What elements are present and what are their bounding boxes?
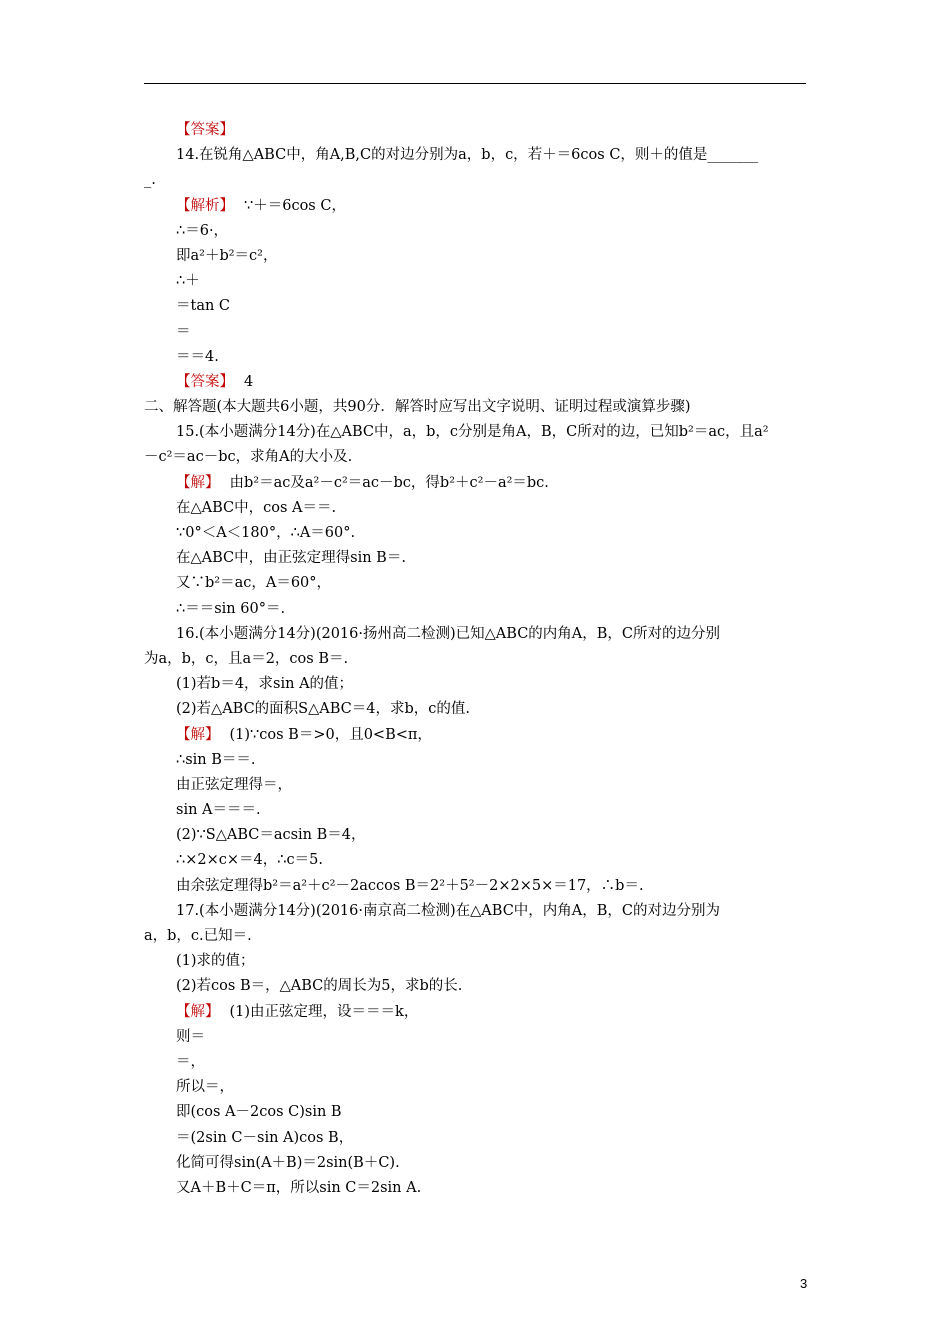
text-line: ＝， [176,1053,205,1070]
question-16-line: 16.(本小题满分14分)(2016·扬州高二检测)已知△ABC的内角A，B，C所对的边分别 [176,625,721,642]
question-15-line: 15.(本小题满分14分)在△ABC中，a，b，c分别是角A，B，C所对的边，已知b²＝ac，且a² [176,424,769,441]
text-line: ∵0°＜A＜180°，∴A＝60°. [176,525,356,541]
text-line: ＝＝4. [176,348,219,365]
question-17-line: a，b，c.已知＝. [144,928,252,944]
text-line: ＝ [176,323,191,340]
question-15-line: －c²＝ac－bc，求角A的大小及. [144,449,353,466]
text-line: (2)若cos B＝，△ABC的周长为5，求b的长. [176,978,463,995]
text-line: 在△ABC中，由正弦定理得sin B＝. [176,550,406,567]
solution-line: 【解】 由b²＝ac及a²－c²＝ac－bc，得b²＋c²－a²＝bc. [176,474,549,491]
text-line: ＝(2sin C－sin A)cos B， [176,1129,354,1146]
solution-line: 【解】 (1)由正弦定理，设＝＝＝k， [176,1003,419,1020]
text-line: 化简可得sin(A＋B)＝2sin(B＋C). [176,1154,400,1171]
text-line: 即(cos A－2cos C)sin B [176,1104,342,1121]
solution-line: 【解】 (1)∵cos B＝>0，且0<B<π， [176,726,432,743]
text-line: 则＝ [176,1028,205,1045]
page-number: 3 [800,1276,808,1291]
text-line: ∴＝＝sin 60°＝. [176,600,286,617]
text-line: 即a²＋b²＝c²， [176,247,278,264]
text-line: 由正弦定理得＝， [176,776,292,793]
question-14-line: 14.在锐角△ABC中，角A,B,C的对边分别为a，b，c，若＋＝6cos C，则＋的值是_______ [176,147,759,164]
text-line: ∴＋ [176,273,200,290]
text-line: sin A＝＝＝. [176,802,261,819]
text-line: (1)若b＝4，求sin A的值； [176,676,354,693]
text-line: 又∵b²＝ac，A＝60°， [176,575,332,592]
answer-line: 【答案】 4 [176,373,254,390]
section-heading: 二、解答题(本大题共6小题，共90分．解答时应写出文字说明、证明过程或演算步骤) [144,399,691,416]
text-line: ＝tan C [176,298,231,315]
text-line: 又A＋B＋C＝π，所以sin C＝2sin A. [176,1179,422,1196]
answer-line: 【答案】 [176,122,234,138]
question-16-line: 为a，b，c，且a＝2，cos B＝. [144,650,349,667]
question-17-line: 17.(本小题满分14分)(2016·南京高二检测)在△ABC中，内角A，B，C的对边分别为 [176,902,721,919]
text-line: (2)若△ABC的面积S△ABC＝4，求b，c的值. [176,701,470,718]
text-line: 由余弦定理得b²＝a²＋c²－2accos B＝2²＋5²－2×2×5×＝17，∴b＝. [176,877,644,894]
question-14-blank: _. [144,172,156,189]
text-line: 在△ABC中，cos A＝＝. [176,499,337,516]
analysis-line: 【解析】 ∵＋＝6cos C， [176,197,346,214]
header-rule [144,83,806,84]
text-line: ∴sin B＝＝. [176,751,256,768]
document-body [144,118,808,1201]
text-line: ∴×2×c×＝4，∴c＝5. [176,852,323,869]
text-line: 所以＝， [176,1079,234,1096]
text-line: (1)求的值； [176,953,255,970]
text-line: (2)∵S△ABC＝acsin B＝4， [176,827,366,844]
text-line: ∴＝6·， [176,222,229,239]
